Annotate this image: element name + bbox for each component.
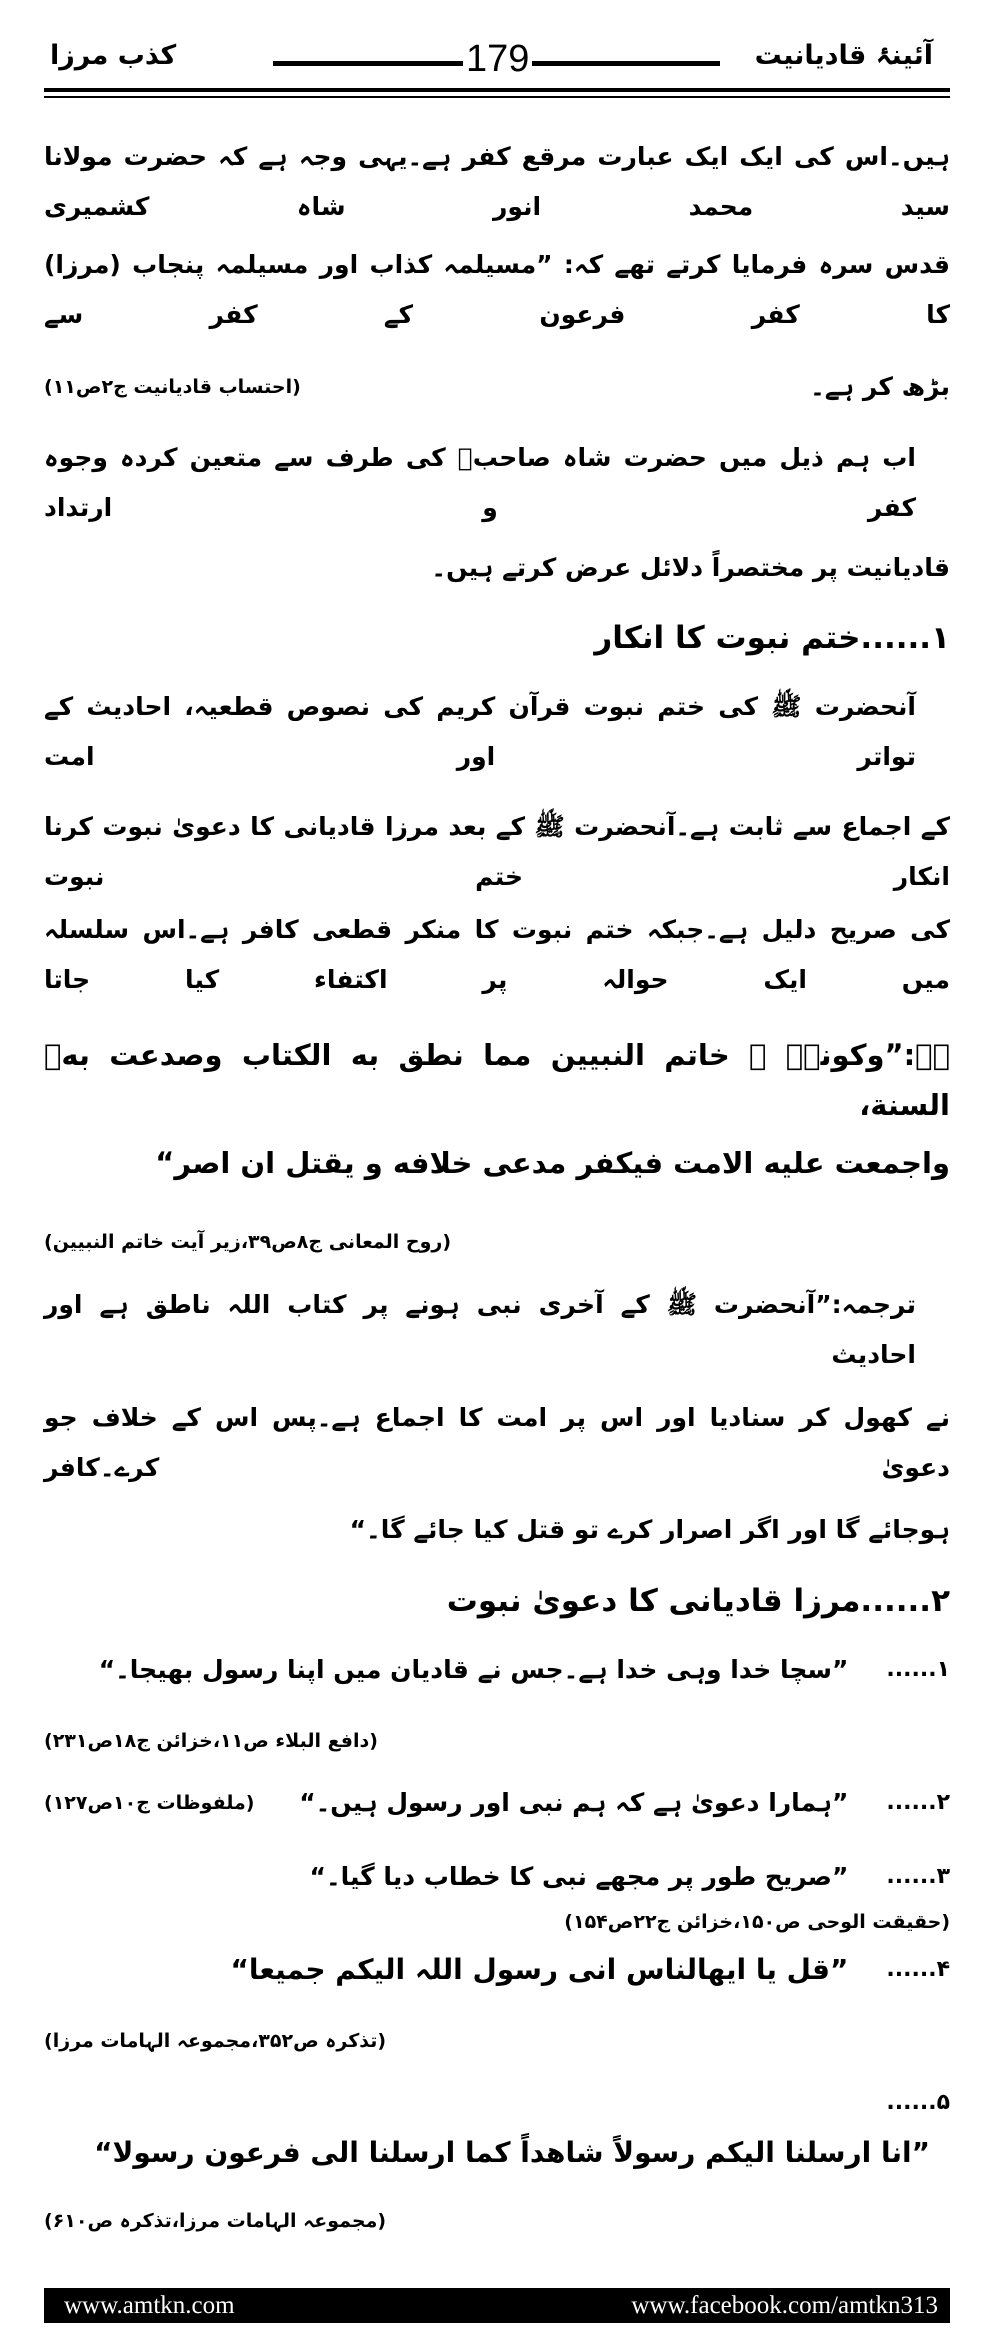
claim-number: ۳...... — [886, 1864, 950, 1889]
citation-row — [44, 1218, 950, 1268]
arabic-quote-line: واجمعت علیه الامت فیکفر مدعی خلافه و یقتل ان اصر“ — [155, 1146, 950, 1180]
citation: (مجموعہ الہامات مرزا،تذکرہ ص۶۱۰) — [44, 2210, 387, 2232]
claim-number: ۲...... — [886, 1790, 950, 1815]
body-line: اب ہم ذیل میں حضرت شاہ صاحبؒ کی طرف سے متعین کردہ وجوہ کفر و ارتداد — [44, 443, 916, 522]
body-line: قادیانیت پر مختصراً دلائل عرض کرتے ہیں۔ — [431, 553, 950, 582]
header-rule-thin — [44, 96, 950, 98]
body-line: قدس سرہ فرمایا کرتے تھے کہ: ”مسیلمہ کذاب اور مسیلمہ پنجاب (مرزا) کا کفر فرعون کے کفر سے — [44, 250, 950, 329]
claim-item — [44, 1778, 950, 1828]
claim-item — [44, 1852, 950, 1942]
citation: (دافع البلاء ص۱۱،خزائن ج۱۸ص۲۳۱) — [44, 1730, 378, 1752]
body-line: کے اجماع سے ثابت ہے۔آنحضرت ﷺ کے بعد مرزا قادیانی کا دعویٰ نبوت کرنا انکار ختم نبوت — [44, 812, 950, 891]
citation: (حقیقت الوحی ص۱۵۰،خزائن ج۲۲ص۱۵۴) — [564, 1911, 950, 1933]
body-line: ہیں۔اس کی ایک ایک عبارت مرقع کفر ہے۔یہی وجہ ہے کہ حضرت مولانا سید محمد انور شاہ کشمیری — [44, 142, 950, 221]
claim-quote: ”ہمارا دعویٰ ہے کہ ہم نبی اور رسول ہیں۔“ — [299, 1788, 849, 1817]
citation-row — [44, 1717, 950, 1767]
chapter-title: کذب مرزا — [50, 40, 177, 71]
citation: (ملفوظات ج۱۰ص۱۲۷) — [44, 1792, 255, 1814]
citation-row — [44, 2017, 950, 2067]
citation: (تذکرہ ص۳۵۲،مجموعہ الہامات مرزا) — [44, 2030, 387, 2052]
claim-quote: ”قل یا ایھالناس انی رسول اللہ الیکم جمیعا“ — [230, 1953, 849, 1986]
website-link[interactable]: www.amtkn.com — [64, 2292, 235, 2319]
header-divider-left — [273, 61, 463, 66]
citation-row — [44, 2197, 950, 2247]
translation-line: ترجمہ:”آنحضرت ﷺ کے آخری نبی ہونے پر کتاب اللہ ناطق ہے اور احادیث — [44, 1290, 916, 1369]
claim-quote: ”سچا خدا وہی خدا ہے۔جس نے قادیان میں اپنا رسول بھیجا۔“ — [98, 1655, 849, 1684]
claim-number: ۴...... — [886, 1957, 950, 1982]
footer-bar — [44, 2288, 950, 2323]
claim-number: ۱...... — [886, 1657, 950, 1682]
facebook-link[interactable]: www.facebook.com/amtkn313 — [631, 2292, 938, 2319]
header-rule-thick — [44, 88, 950, 92]
citation: (احتساب قادیانیت ج۲ص۱۱) — [44, 376, 301, 398]
body-line: کی صریح دلیل ہے۔جبکہ ختم نبوت کا منکر قطعی کافر ہے۔اس سلسلہ میں ایک حوالہ پر اکتفاء کیا جاتا — [44, 915, 950, 994]
section-heading: ۱......ختم نبوت کا انکار — [594, 620, 950, 656]
header-divider-right — [532, 61, 720, 66]
claim-item — [44, 1945, 950, 1995]
claim-quote: ”انا ارسلنا الیکم رسولاً شاھداً کما ارسلنا الی فرعون رسولا“ — [94, 2136, 930, 2169]
translation-line: ہوجائے گا اور اگر اصرار کرے تو قتل کیا جائے گا۔“ — [349, 1515, 950, 1544]
claim-number: ۵...... — [886, 2090, 950, 2115]
arabic-quote-line: ہے:”وکونہٖ ﷺ خاتم النبیین مما نطق به الکتاب وصدعت بهٖ السنة، — [44, 1038, 950, 1122]
translation-line: نے کھول کر سنادیا اور اس پر امت کا اجماع ہے۔پس اس کے خلاف جو دعویٰ کرے۔کافر — [44, 1403, 950, 1482]
page-number: 179 — [466, 38, 530, 80]
section-heading: ۲......مرزا قادیانی کا دعویٰ نبوت — [446, 1583, 950, 1619]
claim-item — [44, 2078, 950, 2178]
body-line: آنحضرت ﷺ کی ختم نبوت قرآن کریم کی نصوص قطعیہ، احادیث کے تواتر اور امت — [44, 692, 916, 771]
body-line: بڑھ کر ہے۔ — [810, 372, 950, 401]
claim-quote: ”صریح طور پر مجھے نبی کا خطاب دیا گیا۔“ — [309, 1862, 849, 1891]
citation: (روح المعانی ج۸ص۳۹،زیر آیت خاتم النبیین) — [44, 1231, 452, 1253]
page-body — [44, 132, 950, 2340]
book-title: آئینۂ قادیانیت — [754, 40, 933, 71]
claim-item — [44, 1645, 950, 1695]
body-line-with-citation — [44, 362, 950, 412]
